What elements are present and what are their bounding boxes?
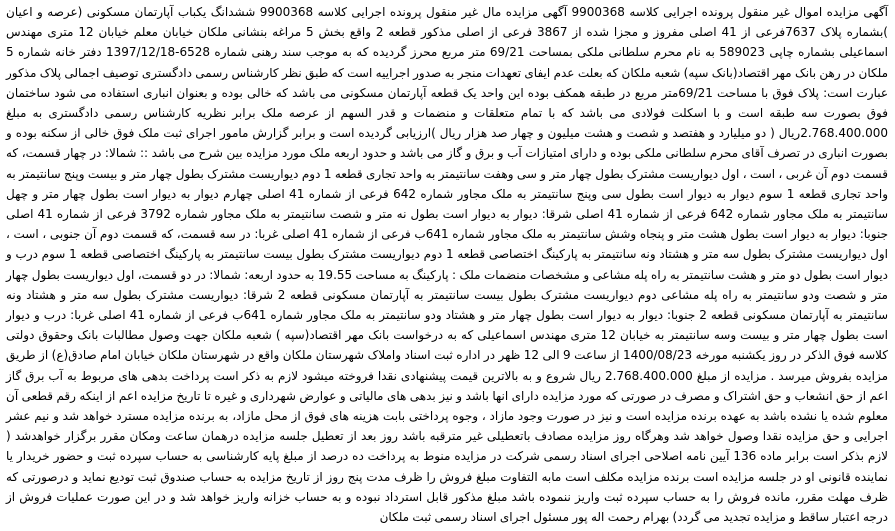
auction-notice-document <box>6 2 888 529</box>
auction-notice-text: آگهی مزایده اموال غیر منقول پرونده اجرایی کلاسه 9900368 آگهی مزایده مال غیر منقول پرونده اجرایی کلاسه 9900368 ششدانگ یکباب آپارتمان مسکونی (عرصه و اعیان )بشماره پلاک 7637فرعی از 41 اصلی مفروز و مجزا شده از 3867 فرعی از اصلی مذکور قطعه 2 واقع بخش 5 مراغه بنشانی ملکان خیابان معلم خیابان 12 متری مهندس اسماعیلی بشماره چاپی 589023 به نام محرم سلطانی ملکی بمساحت 69/21 متر مربع محرز گردیده که به موجب سند رهنی شماره 6528-1397/12/18 دفتر خانه شماره 5 ملکان در رهن بانک مهر اقتصاد(بانک سپه) شعبه ملکان که بعلت عدم ایفای تعهدات منجر به صدور اجراییه است که طبق نظر کارشناس رسمی دادگستری توصیف اجمالی پلاک مذکور عبارت است: پلاک فوق با مساحت 69/21متر مربع در طبقه همکف بوده این واحد یک قطعه آپارتمان مسکونی می باشد که خالی بوده و بعنوان انباری استفاده می شود ساختمان فوق بصورت سه طبقه است و با اسکلت فولادی می باشد که با تمام متعلقات و منضمات و قدر السهم از عرصه ملک برابر نظریه کارشناس رسمی دادگستری به مبلغ 2.768.400.000ریال ( دو میلیارد و هفتصد و شصت و هشت میلیون و چهار صد هزار ریال )ارزیابی گردیده است و برابر گزارش مامور اجرای ثبت ملک فوق خالی از سکنه بوده و بصورت انباری در تصرف آقای محرم سلطانی ملکی بوده و دارای امتیازات آب و برق و گاز می باشد و حدود اربعه ملک مورد مزایده بین شرح می باشد :: شمالا: در چهار قسمت، که قسمت دوم آن غربی ، است ، اول دیواریست مشترک بطول چهار متر و سی وهفت سانتیمتر به واحد تجاری قطعه 1 دوم دیواریست مشترک بطول چهار متر و بیست وپنج سانتیمتر به واحد تجاری قطعه 1 سوم دیوار به دیوار است بطول سی وپنج سانتیمتر به ملک مجاور شماره 642 فرعی از شماره 41 اصلی چهارم دیوار به دیوار است بطول چهار متر و چهل سانتیمتر به ملک مجاور شماره 642 فرعی از شماره 41 اصلی شرقا: دیوار به دیوار است بطول نه متر و شصت سانتیمتر به ملک مجاور شماره 3792 فرعی از شماره 41 اصلی جنوبا: دیوار به دیوار است بطول هشت متر و پنجاه وشش سانتیمتر به ملک مجاور شماره 641ب فرعی از شماره 41 اصلی غربا: در سه قسمت، که قسمت دوم آن جنوبی ، است ، اول دیواریست مشترک بطول سه متر و هشتاد ونه سانتیمتر به پارکینگ اختصاصی قطعه 1 دوم دیواریست مشترک بطول بیست سانتیمتر به پارکینگ اختصاصی قطعه 1 سوم درب و دیوار است بطول دو متر و هشت سانتیمتر به راه پله مشاعی و مشخصات منضمات ملک : پارکینگ به مساحت 19.55 به حدود اربعه: شمالا: در دو قسمت، اول دیواریست بطول چهار متر و شصت ودو سانتیمتر به راه پله مشاعی دوم دیواریست مشترک بطول بیست سانتیمتر به آپارتمان مسکونی قطعه 2 شرقا: دیواریست مشترک بطول سه متر و هشتاد ونه سانتیمتر به آپارتمان مسکونی قطعه 2 جنوبا: دیوار به دیوار است بطول چهار متر و هشتاد ودو سانتیمتر به ملک مجاور شماره 641ب فرعی از شماره 41 اصلی غربا: درب و دیوار است بطول چهار متر و بیست وسه سانتیمتر به خیابان 12 متری مهندس اسماعیلی که به درخواست بانک مهر اقتصاد(سپه ) شعبه ملکان جهت وصول مطالبات بانک وحقوق دولتی کلاسه فوق الذکر در روز یکشنبه مورخه 1400/08/23 از ساعت 9 الی 12 ظهر در اداره ثبت اسناد واملاک شهرستان ملکان واقع در شهرستان ملکان خیابان امام صادق(ع) از طریق مزایده بفروش میرسد . مزایده از مبلغ 2.768.400.000 ریال شروع و به بالاترین قیمت پیشنهادی نقدا فروخته میشود لازم به ذکر است پرداخت بدهی های مربوط به آب برق گاز اعم از حق انشعاب و حق اشتراک و مصرف در صورتی که مورد مزایده دارای انها باشد و نیز بدهی های مالیاتی و عوارض شهرداری و غیره تا تاریخ مزایده اعم از اینکه رقم قطعی آن معلوم شده یا نشده باشد به عهده برنده مزایده است و نیز در صورت وجود مازاد ، وجوه پرداختی بابت هزینه های فوق از محل مازاد، به برنده مزایده مسترد خواهد شد و نیم عشر اجرایی و حق مزایده نقدا وصول خواهد شد وهرگاه روز مزایده مصادف باتعطیلی غیر مترقبه باشد روز بعد از تعطیل جلسه مزایده درهمان ساعت ومکان مقرر برگزار خواهدشد ( لازم بذکر است برابر ماده 136 آیین نامه اصلاحی اجرای اسناد رسمی شرکت در مزایده منوط به پرداخت ده درصد از مبلغ پایه کارشناسی به حساب سپرده ثبت و حضور خریدار یا نماینده قانونی او در جلسه مزایده است برنده مزایده مکلف است مابه التفاوت مبلغ فروش را ظرف مدت پنج روز از تاریخ مزایده به حساب صندوق ثبت تودیع نماید و درصورتی که ظرف مهلت مقرر، مانده فروش را به حساب سپرده ثبت واریز ننموده باشد مبلغ مذکور قابل استرداد نبوده و به حساب خزانه واریز خواهد شد و در این صورت عملیات فروش از درجه اعتبار ساقط و مزایده تجدید می گردد) بهرام رحمت اله پور مسئول اجرای اسناد رسمی ثبت ملکان <box>6 5 889 525</box>
